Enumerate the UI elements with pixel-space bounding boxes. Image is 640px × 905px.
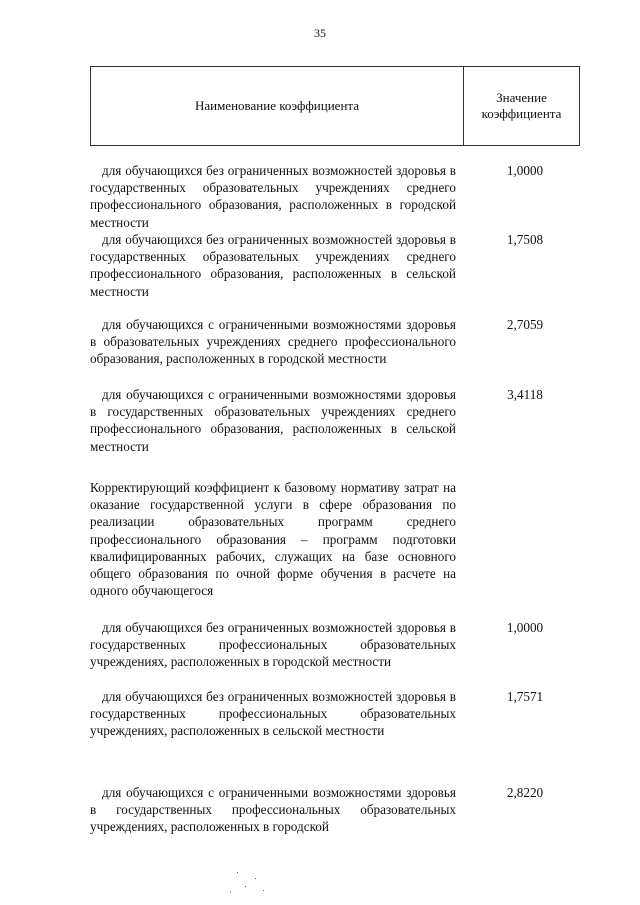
coefficient-value: 1,7508: [506, 232, 544, 247]
scan-artifacts: [225, 870, 285, 895]
coefficient-name: для обучающихся с ограниченными возможностями здоровья в государственных профессиональных образовательных учреждениях, расположенных в городской: [90, 785, 456, 835]
coefficient-value: 2,8220: [506, 785, 544, 800]
coefficient-name: для обучающихся с ограниченными возможностями здоровья в государственных образовательных учреждениях среднего профессионального образования, расположенных в сельской местности: [90, 387, 456, 454]
coefficient-value: 1,0000: [506, 620, 544, 635]
column-header-value: Значение коэффициента: [481, 90, 562, 121]
coefficient-value: 1,7571: [506, 689, 544, 704]
coefficient-value: 1,0000: [506, 163, 544, 178]
coefficient-name: для обучающихся без ограниченных возможностей здоровья в государственных профессиональных образовательных учреждениях, расположенных в городской местности: [90, 620, 456, 670]
page-number: 35: [314, 26, 326, 40]
coefficient-name: для обучающихся без ограниченных возможностей здоровья в государственных профессиональных образовательных учреждениях, расположенных в сельской местности: [90, 689, 456, 739]
column-header-name: Наименование коэффициента: [91, 67, 464, 145]
coefficient-name: для обучающихся с ограниченными возможностями здоровья в образовательных учреждениях среднего профессионального образования, расположенных в городской местности: [90, 317, 456, 367]
coefficient-name: Корректирующий коэффициент к базовому нормативу затрат на оказание государственной услуги в сфере образования по реализации образовательных программ среднего профессионального образования – программ подготовки квалифицированных рабочих, служащих на базе основного общего образования по очной форме обучения в расчете на одного обучающегося: [90, 480, 456, 599]
coefficient-name: для обучающихся без ограниченных возможностей здоровья в государственных образовательных учреждениях среднего профессионального образования, расположенных в городской местности: [90, 163, 456, 230]
coefficient-name: для обучающихся без ограниченных возможностей здоровья в государственных образовательных учреждениях среднего профессионального образования, расположенных в сельской местности: [90, 232, 456, 299]
table-header: [90, 66, 580, 146]
coefficient-value: 3,4118: [507, 387, 543, 402]
coefficient-value: 2,7059: [506, 317, 544, 332]
